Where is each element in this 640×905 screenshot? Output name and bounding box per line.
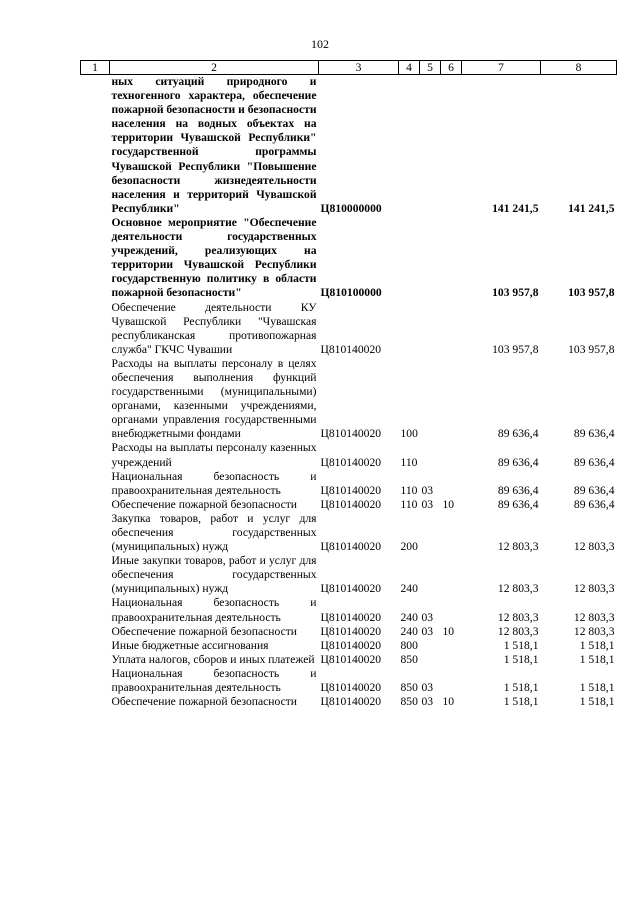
row-amount-col7: 103 957,8 bbox=[492, 286, 539, 300]
table-row bbox=[81, 512, 617, 554]
table-row bbox=[81, 75, 617, 216]
row-subsection bbox=[441, 216, 462, 301]
row-amount-col7: 89 636,4 bbox=[497, 455, 539, 469]
page-number: 102 bbox=[311, 37, 329, 51]
row-section bbox=[420, 216, 441, 301]
column-header: 3 bbox=[319, 61, 399, 75]
row-section: 03 bbox=[421, 483, 434, 497]
row-code: Ц810140020 bbox=[320, 455, 382, 469]
row-section bbox=[420, 441, 441, 469]
row-amount-col7: 12 803,3 bbox=[497, 582, 539, 596]
row-section: 03 bbox=[421, 610, 434, 624]
row-number-cell bbox=[81, 667, 110, 695]
row-amount-col8: 89 636,4 bbox=[573, 455, 615, 469]
row-name: Иные закупки товаров, работ и услуг для обеспечения государственных (муниципальных) нужд bbox=[111, 554, 317, 596]
row-amount-col7: 89 636,4 bbox=[497, 427, 539, 441]
row-expense-type: 110 bbox=[400, 455, 418, 469]
row-name: Обеспечение пожарной безопасности bbox=[111, 695, 298, 709]
row-subsection bbox=[441, 554, 462, 596]
row-name: Расходы на выплаты персоналу казенных учреждений bbox=[111, 441, 317, 469]
budget-table bbox=[80, 60, 617, 709]
row-section bbox=[420, 75, 441, 216]
row-number-cell bbox=[81, 596, 110, 624]
row-code: Ц810140020 bbox=[320, 624, 382, 638]
row-subsection bbox=[441, 441, 462, 469]
row-amount-col8: 12 803,3 bbox=[573, 582, 615, 596]
row-number-cell bbox=[81, 301, 110, 357]
column-header-row bbox=[81, 61, 617, 75]
row-code: Ц810140020 bbox=[320, 342, 382, 356]
row-section bbox=[420, 554, 441, 596]
row-amount-col8: 12 803,3 bbox=[573, 610, 615, 624]
row-code: Ц810140020 bbox=[320, 652, 382, 666]
row-number-cell bbox=[81, 216, 110, 301]
row-amount-col8: 89 636,4 bbox=[573, 427, 615, 441]
row-amount-col7: 89 636,4 bbox=[497, 483, 539, 497]
row-expense-type: 200 bbox=[400, 540, 418, 554]
row-expense-type: 850 bbox=[400, 681, 418, 695]
row-name: Национальная безопасность и правоохранительная деятельность bbox=[111, 666, 317, 695]
row-amount-col7: 1 518,1 bbox=[503, 652, 539, 666]
table-row bbox=[81, 357, 617, 442]
column-header: 2 bbox=[110, 61, 319, 75]
row-number-cell bbox=[81, 512, 110, 554]
row-section: 03 bbox=[421, 695, 434, 709]
row-number-cell bbox=[81, 498, 110, 512]
column-header: 1 bbox=[81, 61, 110, 75]
row-expense-type: 240 bbox=[400, 610, 418, 624]
row-section bbox=[420, 653, 441, 667]
row-amount-col8: 89 636,4 bbox=[573, 497, 615, 511]
table-row bbox=[81, 596, 617, 624]
row-section bbox=[420, 301, 441, 357]
row-subsection bbox=[441, 470, 462, 498]
row-amount-col7: 12 803,3 bbox=[497, 540, 539, 554]
column-header: 4 bbox=[399, 61, 420, 75]
row-expense-type: 240 bbox=[400, 582, 418, 596]
row-subsection: 10 bbox=[442, 695, 455, 709]
row-subsection bbox=[441, 653, 462, 667]
row-expense-type: 110 bbox=[400, 483, 418, 497]
row-code: Ц810140020 bbox=[320, 497, 382, 511]
row-expense-type bbox=[399, 216, 420, 301]
row-number-cell bbox=[81, 625, 110, 639]
table-row bbox=[81, 639, 617, 653]
row-expense-type: 850 bbox=[400, 652, 418, 666]
row-subsection bbox=[441, 639, 462, 653]
row-amount-col7: 89 636,4 bbox=[497, 497, 539, 511]
table-row bbox=[81, 625, 617, 639]
row-expense-type bbox=[399, 301, 420, 357]
row-code: Ц810140020 bbox=[320, 427, 382, 441]
row-code: Ц810140020 bbox=[320, 695, 382, 709]
table-row bbox=[81, 653, 617, 667]
table-row bbox=[81, 470, 617, 498]
column-header: 7 bbox=[462, 61, 541, 75]
row-subsection bbox=[441, 596, 462, 624]
row-amount-col8: 12 803,3 bbox=[573, 624, 615, 638]
row-section: 03 bbox=[421, 624, 434, 638]
row-number-cell bbox=[81, 470, 110, 498]
row-subsection: 10 bbox=[442, 497, 455, 511]
row-code: Ц810140020 bbox=[320, 610, 382, 624]
row-expense-type: 800 bbox=[400, 638, 418, 652]
row-section bbox=[420, 357, 441, 442]
row-amount-col8: 1 518,1 bbox=[579, 681, 615, 695]
table-row bbox=[81, 667, 617, 695]
row-number-cell bbox=[81, 357, 110, 442]
row-number-cell bbox=[81, 75, 110, 216]
row-code: Ц810140020 bbox=[320, 483, 382, 497]
row-code: Ц810100000 bbox=[320, 286, 382, 300]
table-body bbox=[81, 61, 617, 710]
row-expense-type: 100 bbox=[400, 427, 418, 441]
row-name: Национальная безопасность и правоохранительная деятельность bbox=[111, 596, 317, 624]
column-header: 6 bbox=[441, 61, 462, 75]
row-name: Основное мероприятие "Обеспечение деятельности государственных учреждений, реализующих на территории Чувашской Республики государственную политику в области пожарной безопасности" bbox=[111, 215, 317, 300]
row-amount-col8: 89 636,4 bbox=[573, 483, 615, 497]
column-header: 5 bbox=[420, 61, 441, 75]
row-code: Ц810140020 bbox=[320, 638, 382, 652]
row-subsection bbox=[441, 357, 462, 442]
row-name: Уплата налогов, сборов и иных платежей bbox=[111, 652, 315, 666]
row-subsection bbox=[441, 301, 462, 357]
row-amount-col7: 1 518,1 bbox=[503, 695, 539, 709]
table-row bbox=[81, 554, 617, 596]
row-code: Ц810000000 bbox=[320, 201, 382, 215]
row-amount-col8: 1 518,1 bbox=[579, 638, 615, 652]
row-code: Ц810140020 bbox=[320, 540, 382, 554]
row-expense-type: 110 bbox=[400, 497, 418, 511]
row-name: Обеспечение пожарной безопасности bbox=[111, 624, 298, 638]
row-amount-col8: 103 957,8 bbox=[568, 286, 615, 300]
row-name: ных ситуаций природного и техногенного характера, обеспечение пожарной безопасности и безопасности населения на водных объектах на территории Чувашской Республики" государственной программы Чувашской Республики "Повышение безопасности жизнедеятельности населения и территорий Чувашской Республики" bbox=[111, 75, 317, 215]
row-amount-col7: 103 957,8 bbox=[492, 342, 539, 356]
table-row bbox=[81, 695, 617, 709]
table-row bbox=[81, 498, 617, 512]
row-name: Закупка товаров, работ и услуг для обеспечения государственных (муниципальных) нужд bbox=[111, 511, 317, 554]
row-number-cell bbox=[81, 639, 110, 653]
row-amount-col8: 141 241,5 bbox=[568, 201, 615, 215]
table-row bbox=[81, 301, 617, 357]
row-number-cell bbox=[81, 441, 110, 469]
row-number-cell bbox=[81, 554, 110, 596]
row-name: Национальная безопасность и правоохранительная деятельность bbox=[111, 469, 317, 497]
row-expense-type: 240 bbox=[400, 624, 418, 638]
column-header: 8 bbox=[541, 61, 617, 75]
row-amount-col8: 1 518,1 bbox=[579, 695, 615, 709]
row-section: 03 bbox=[421, 497, 434, 511]
table-row bbox=[81, 216, 617, 301]
row-name: Обеспечение пожарной безопасности bbox=[111, 497, 298, 511]
row-expense-type: 850 bbox=[400, 695, 418, 709]
row-name: Обеспечение деятельности КУ Чувашской Республики "Чувашская республиканская противопожарная служба" ГКЧС Чувашии bbox=[111, 300, 317, 356]
row-number-cell bbox=[81, 653, 110, 667]
table-row bbox=[81, 441, 617, 469]
row-code: Ц810140020 bbox=[320, 582, 382, 596]
row-subsection: 10 bbox=[442, 624, 455, 638]
row-amount-col7: 1 518,1 bbox=[503, 681, 539, 695]
row-section bbox=[420, 512, 441, 554]
row-subsection bbox=[441, 512, 462, 554]
row-name: Иные бюджетные ассигнования bbox=[111, 638, 269, 652]
row-subsection bbox=[441, 75, 462, 216]
row-section bbox=[420, 639, 441, 653]
row-number-cell bbox=[81, 695, 110, 709]
row-code: Ц810140020 bbox=[320, 681, 382, 695]
row-amount-col7: 141 241,5 bbox=[492, 201, 539, 215]
row-amount-col8: 103 957,8 bbox=[568, 342, 615, 356]
row-amount-col7: 12 803,3 bbox=[497, 624, 539, 638]
row-amount-col8: 1 518,1 bbox=[579, 652, 615, 666]
row-amount-col7: 1 518,1 bbox=[503, 638, 539, 652]
row-section: 03 bbox=[421, 681, 434, 695]
row-subsection bbox=[441, 667, 462, 695]
row-amount-col8: 12 803,3 bbox=[573, 540, 615, 554]
row-expense-type bbox=[399, 75, 420, 216]
row-amount-col7: 12 803,3 bbox=[497, 610, 539, 624]
row-name: Расходы на выплаты персоналу в целях обеспечения выполнения функций государственными (муниципальными) органами, казенными учреждениями, органами управления государственными внебюджетными фондами bbox=[111, 356, 317, 441]
